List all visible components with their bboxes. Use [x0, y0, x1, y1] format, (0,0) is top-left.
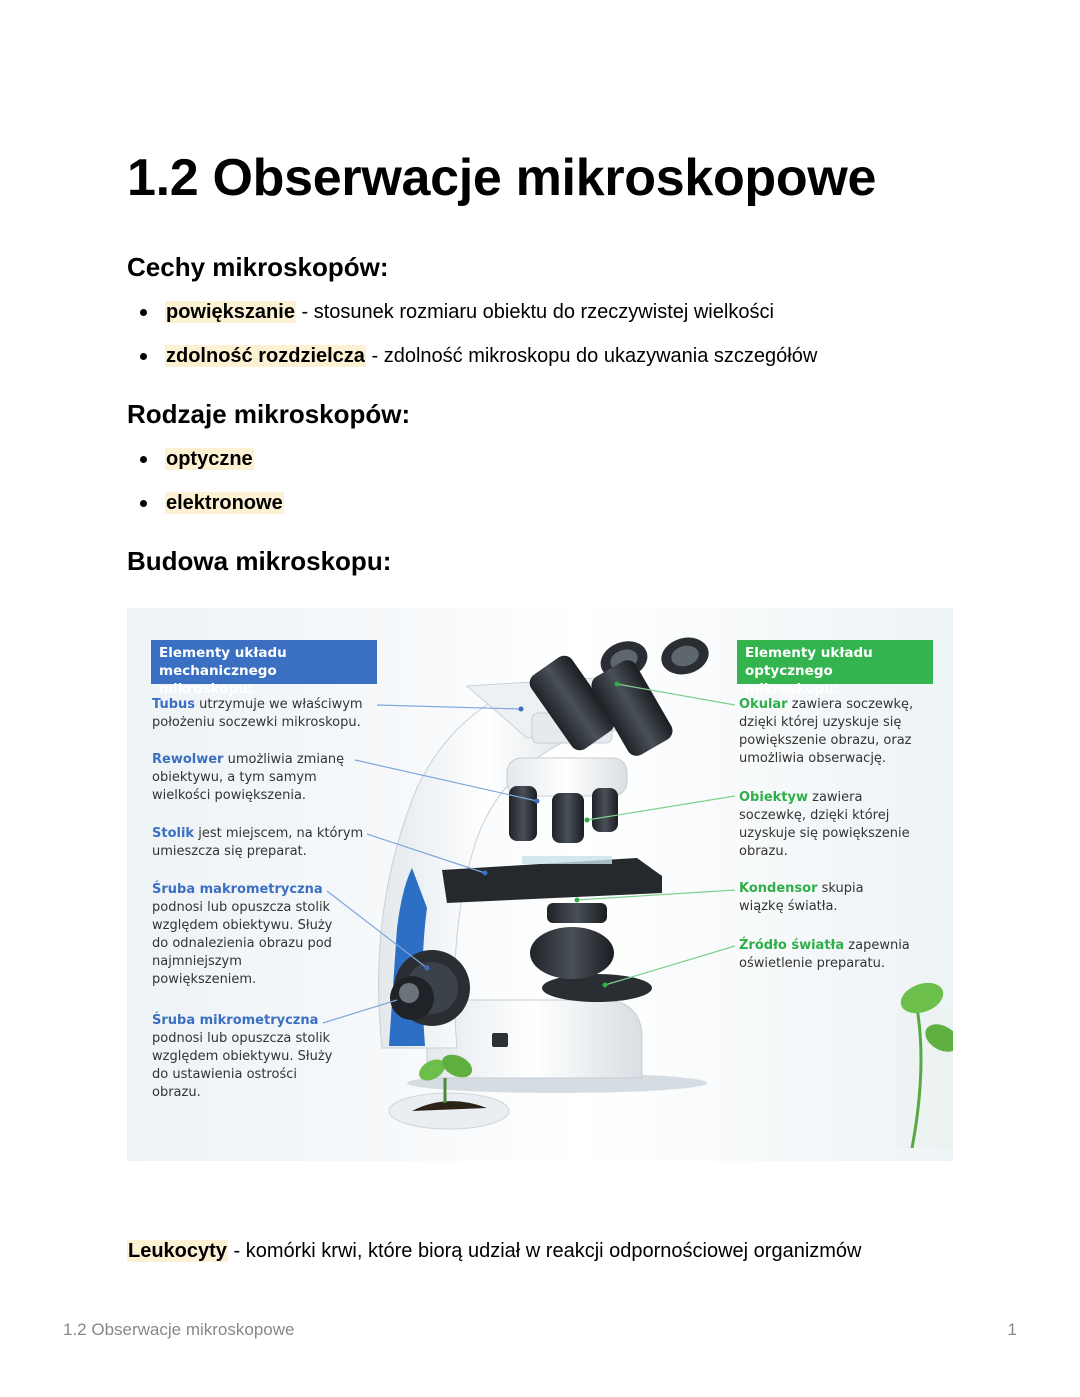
annotation-okular: [739, 696, 929, 768]
annotation-term: Kondensor: [739, 881, 818, 896]
term-highlight: Leukocyty: [128, 1240, 227, 1262]
annotation-obiektyw: [739, 789, 929, 861]
term-highlight: zdolność rozdzielcza: [166, 345, 365, 367]
condenser: [547, 903, 607, 923]
list-item: [140, 445, 284, 489]
annotation-term: Śruba makrometryczna: [152, 882, 323, 897]
annotation-text: podnosi lub opuszcza stolik względem obiektywu. Służy do ustawienia ostrości obrazu.: [152, 1031, 333, 1100]
annotation-coarse-focus: [152, 881, 347, 989]
microscope-diagram: [127, 608, 953, 1161]
annotation-text: zawiera soczewkę, dzięki której uzyskuje się powiększenie obrazu.: [739, 790, 910, 859]
annotation-text: zapewnia oświetlenie preparatu.: [739, 938, 910, 971]
annotation-rewolwer: [152, 751, 357, 805]
objective-1: [509, 786, 537, 841]
annotation-text: umożliwia zmianę obiektywu, a tym samym wielkości powiększenia.: [152, 752, 345, 803]
annotation-text: zawiera soczewkę, dzięki której uzyskuje się powiększenie obrazu, oraz umożliwia obserwację.: [739, 697, 914, 766]
annotation-term: Tubus: [152, 697, 195, 712]
optical-elements-header: Elementy układu optycznego mikroskopu:: [737, 640, 933, 684]
term-highlight: powiększanie: [166, 301, 295, 323]
types-list: [140, 445, 284, 533]
mechanical-elements-header: Elementy układu mechanicznego mikroskopu:: [151, 640, 377, 684]
objective-3: [592, 788, 618, 832]
annotation-term: Rewolwer: [152, 752, 224, 767]
list-item: [140, 298, 817, 342]
slide: [522, 856, 612, 864]
annotation-light-source: [739, 937, 929, 973]
term-description: - zdolność mikroskopu do ukazywania szczegółów: [365, 345, 818, 367]
types-heading: Rodzaje mikroskopów:: [127, 399, 411, 429]
annotation-term: Obiektyw: [739, 790, 808, 805]
term-description: - komórki krwi, które biorą udział w reakcji odpornościowej organizmów: [227, 1240, 862, 1262]
power-switch: [492, 1033, 508, 1047]
annotation-fine-focus: [152, 1012, 347, 1102]
annotation-stolik: [152, 825, 372, 861]
page-title: 1.2 Obserwacje mikroskopowe: [127, 149, 877, 207]
annotation-kondensor: [739, 880, 889, 916]
term-highlight: elektronowe: [166, 492, 283, 514]
annotation-term: Okular: [739, 697, 788, 712]
annotation-text: podnosi lub opuszcza stolik względem obiektywu. Służy do odnalezienia obrazu pod najmniejszym powiększeniem.: [152, 900, 333, 987]
annotation-text: skupia wiązkę światła.: [739, 881, 864, 914]
annotation-term: Źródło światła: [739, 938, 845, 953]
leukocytes-definition: [127, 1237, 862, 1265]
footer-title: 1.2 Obserwacje mikroskopowe: [63, 1320, 295, 1339]
annotation-term: Śruba mikrometryczna: [152, 1013, 319, 1028]
term-highlight: optyczne: [166, 448, 253, 470]
annotation-text: utrzymuje we właściwym położeniu soczewki mikroskopu.: [152, 697, 363, 730]
list-item: [140, 489, 284, 533]
structure-heading: Budowa mikroskopu:: [127, 546, 392, 576]
annotation-text: jest miejscem, na którym umieszcza się preparat.: [152, 826, 364, 859]
features-list: [140, 298, 817, 386]
features-heading: Cechy mikroskopów:: [127, 252, 389, 282]
annotation-tubus: [152, 696, 377, 732]
term-description: - stosunek rozmiaru obiektu do rzeczywistej wielkości: [295, 301, 774, 323]
plant-right: [897, 977, 953, 1148]
objective-2: [552, 793, 584, 843]
light-dial: [530, 927, 614, 979]
list-item: [140, 342, 817, 386]
page-number: 1: [1007, 1320, 1017, 1339]
annotation-term: Stolik: [152, 826, 195, 841]
light-source: [542, 974, 652, 1002]
